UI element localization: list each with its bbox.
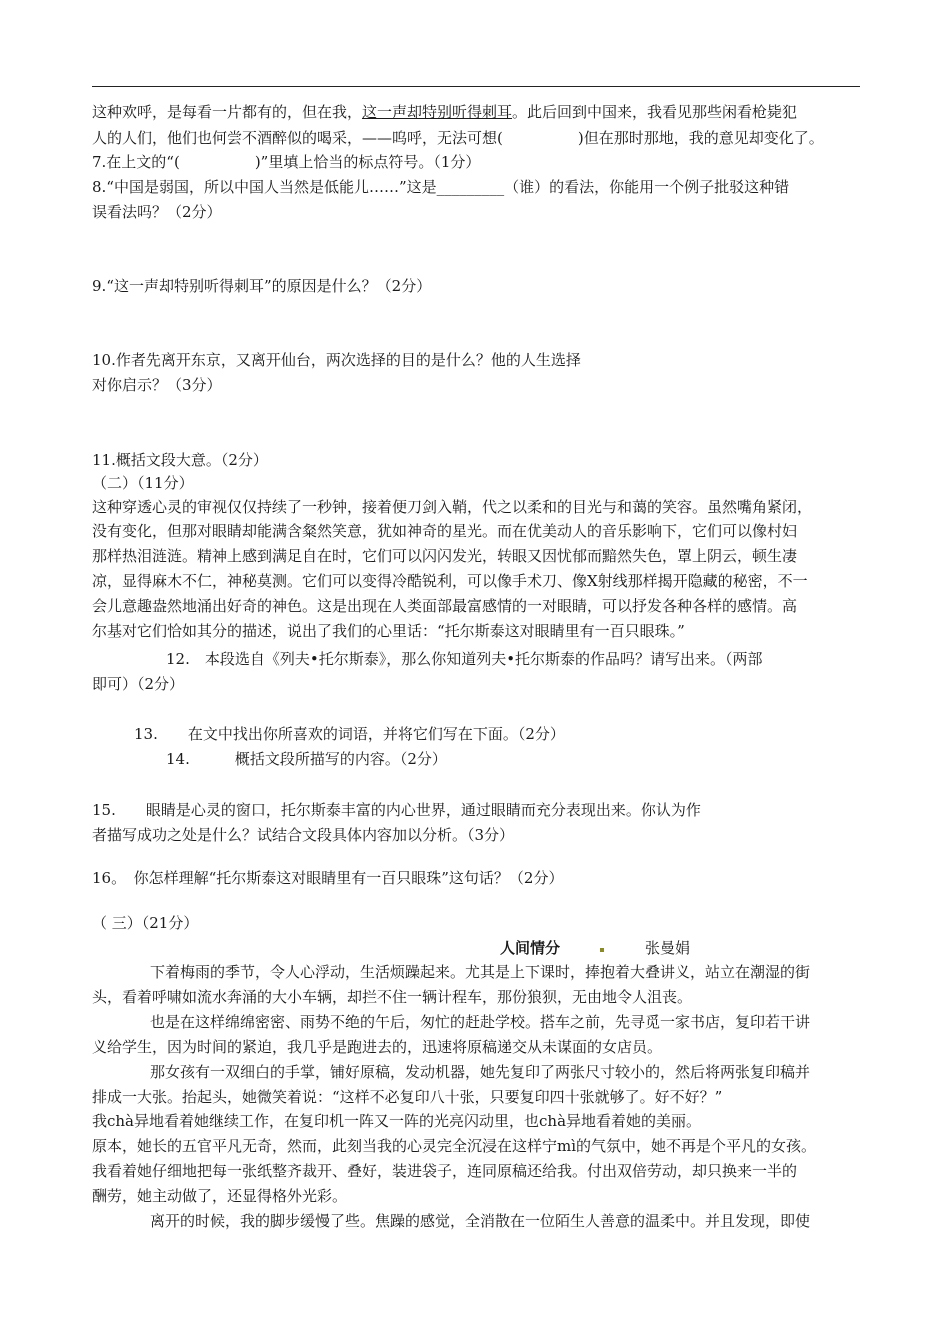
passage-2-line: 尔基对它们恰如其分的描述，说出了我们的心里话：“托尔斯泰这对眼睛里有一百只眼珠。” xyxy=(92,622,685,640)
question-10: 10.作者先离开东京，又离开仙台，两次选择的目的是什么？他的人生选择 xyxy=(92,351,581,369)
question-9: 9.“这一声却特别听得刺耳”的原因是什么？（2分） xyxy=(92,277,432,295)
text-line-1: 这种欢呼，是每看一片都有的，但在我，这一声却特别听得刺耳。此后回到中国来，我看见那些闲看枪毙犯 xyxy=(92,103,798,121)
header-rule xyxy=(92,86,860,87)
question-10-cont: 对你启示？（3分） xyxy=(92,376,222,394)
question-15: 15. 眼睛是心灵的窗口，托尔斯泰丰富的内心世界，通过眼睛而充分表现出来。你认为作 xyxy=(92,801,701,819)
article-paragraph-line: 也是在这样绵绵密密、雨势不绝的午后，匆忙的赶赴学校。搭车之前，先寻觅一家书店，复印若干讲 xyxy=(150,1013,811,1031)
article-paragraph-line: 义给学生，因为时间的紧迫，我几乎是跑进去的，迅速将原稿递交从未谋面的女店员。 xyxy=(92,1038,663,1056)
article-author: 张曼娟 xyxy=(645,939,691,957)
article-paragraph-line: 离开的时候，我的脚步缓慢了些。焦躁的感觉，全消散在一位陌生人善意的温柔中。并且发现，即使 xyxy=(150,1212,811,1230)
question-8-cont: 误看法吗？（2分） xyxy=(92,203,222,221)
article-paragraph-line: 头，看着呼啸如流水奔涌的大小车辆，却拦不住一辆计程车，那份狼狈，无由地令人沮丧。 xyxy=(92,988,693,1006)
article-paragraph-line: 原本，她长的五官平凡无奇，然而，此刻当我的心灵完全沉浸在这样宁mì的气氛中，她不再是个平凡的女孩。 xyxy=(92,1137,817,1155)
question-12: 12. 本段选自《列夫•托尔斯泰》，那么你知道列夫•托尔斯泰的作品吗？请写出来。（两部 xyxy=(166,650,763,668)
article-paragraph-line: 排成一大张。抬起头，她微笑着说：“这样不必复印八十张，只要复印四十张就够了。好不好？” xyxy=(92,1088,723,1106)
section-2-heading: （二）（11分） xyxy=(92,474,194,492)
article-paragraph-line: 我chà异地看着她继续工作，在复印机一阵又一阵的光亮闪动里，也chà异地看着她的美丽。 xyxy=(92,1112,702,1130)
question-11: 11.概括文段大意。（2分） xyxy=(92,451,268,469)
question-12-cont: 即可）（2分） xyxy=(92,675,185,693)
text-line-2: 人的人们，他们也何尝不酒醉似的喝采，——呜呼，无法可想( )但在那时那地，我的意见却变化了。 xyxy=(92,129,824,147)
article-paragraph-line: 那女孩有一双细白的手掌，铺好原稿，发动机器，她先复印了两张尺寸较小的，然后将两张复印稿并 xyxy=(150,1063,811,1081)
passage-2-line: 这种穿透心灵的审视仅仅持续了一秒钟，接着便刀剑入鞘，代之以柔和的目光与和蔼的笑容。虽然嘴角紧闭， xyxy=(92,498,813,516)
question-15-cont: 者描写成功之处是什么？试结合文段具体内容加以分析。（3分） xyxy=(92,826,515,844)
question-14: 14. 概括文段所描写的内容。（2分） xyxy=(166,750,447,768)
passage-2-line: 那样热泪涟涟。精神上感到满足自在时，它们可以闪闪发光，转眼又因忧郁而黯然失色，罩上阴云，顿生凄 xyxy=(92,547,798,565)
section-3-heading: （ 三）（21分） xyxy=(92,914,199,932)
article-paragraph-line: 我看着她仔细地把每一张纸整齐裁开、叠好，装进袋子，连同原稿还给我。付出双倍劳动，却只换来一半的 xyxy=(92,1162,798,1180)
passage-2-line: 凉，显得麻木不仁，神秘莫测。它们可以变得冷酷锐利，可以像手术刀、像X射线那样揭开隐藏的秘密，不一 xyxy=(92,572,808,590)
decorative-dot xyxy=(600,948,604,952)
article-paragraph-line: 下着梅雨的季节，令人心浮动，生活烦躁起来。尤其是上下课时，捧抱着大叠讲义，站立在潮湿的街 xyxy=(150,963,811,981)
question-16: 16。 你怎样理解“托尔斯泰这对眼睛里有一百只眼珠”这句话？（2分） xyxy=(92,869,564,887)
question-13: 13. 在文中找出你所喜欢的词语，并将它们写在下面。（2分） xyxy=(134,725,565,743)
article-title: 人间情分 xyxy=(500,939,561,957)
passage-2-line: 会儿意趣盎然地涌出好奇的神色。这是出现在人类面部最富感情的一对眼睛，可以抒发各种各样的感情。高 xyxy=(92,597,798,615)
passage-2-line: 没有变化，但那对眼睛却能满含粲然笑意，犹如神奇的星光。而在优美动人的音乐影响下，它们可以像村妇 xyxy=(92,522,798,540)
question-7: 7.在上文的“( )”里填上恰当的标点符号。（1分） xyxy=(92,153,481,171)
underlined-phrase: 这一声却特别听得刺耳 xyxy=(362,103,513,121)
article-paragraph-line: 酬劳，她主动做了，还显得格外光彩。 xyxy=(92,1187,348,1205)
question-8: 8.“中国是弱国，所以中国人当然是低能儿……”这是_________（谁）的看法，你能用一个例子批驳这种错 xyxy=(92,178,790,196)
